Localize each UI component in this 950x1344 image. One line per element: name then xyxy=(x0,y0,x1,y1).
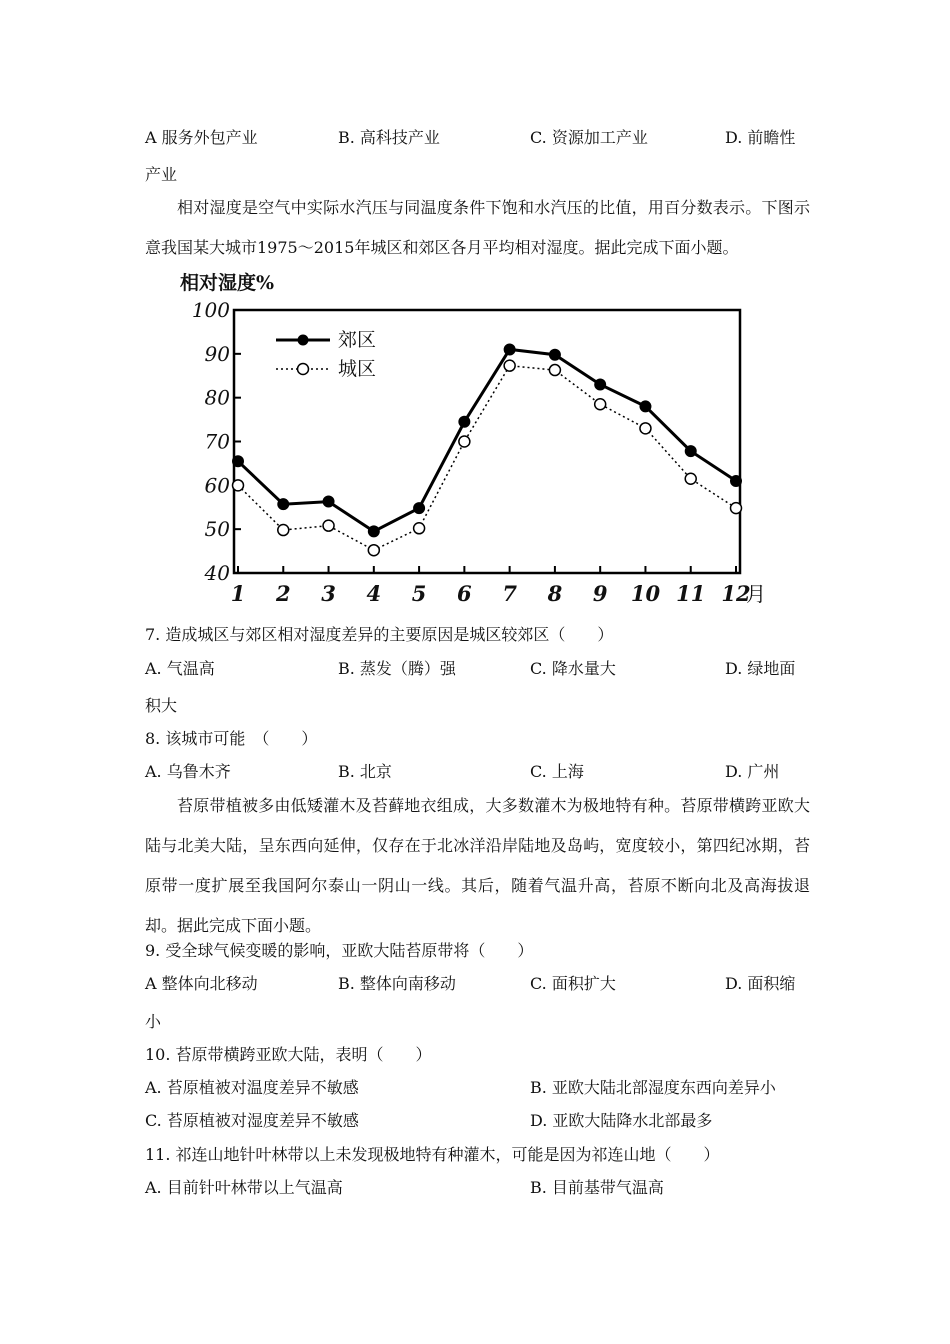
data-point-urban xyxy=(414,523,425,534)
y-tick-label: 80 xyxy=(204,385,230,410)
x-tick-label: 10 xyxy=(630,581,661,606)
data-point-urban xyxy=(685,473,696,484)
legend-label-suburb: 郊区 xyxy=(338,329,377,351)
q8-option-c: C. 上海 xyxy=(530,762,584,781)
data-point-suburb xyxy=(233,456,244,467)
intro-paragraph-tundra: 苔原带植被多由低矮灌木及苔藓地衣组成，大多数灌木为极地特有种。苔原带横跨亚欧大陆与北美大陆，呈东西向延伸，仅存在于北冰洋沿岸陆地及岛屿，宽度较小，第四纪冰期，苔原带一度扩展至我国阿尔泰山一阴山一线。其后，随着气温升高，苔原不断向北及高海拔退却。据此完成下面小题。 xyxy=(145,796,810,935)
legend-marker-suburb xyxy=(298,335,309,346)
data-point-urban xyxy=(731,503,742,514)
series-line-suburb xyxy=(238,349,736,531)
data-point-urban xyxy=(233,480,244,491)
y-tick-label: 70 xyxy=(204,429,230,454)
data-point-urban xyxy=(504,360,515,371)
y-tick-label: 50 xyxy=(204,517,230,542)
x-tick-label: 7 xyxy=(502,581,517,606)
q10-option-c: C. 苔原植被对湿度差异不敏感 xyxy=(145,1111,359,1130)
q9-option-c: C. 面积扩大 xyxy=(530,974,616,993)
legend-marker-urban xyxy=(298,364,309,375)
q6-option-c: C. 资源加工产业 xyxy=(530,128,648,147)
data-point-suburb xyxy=(595,379,606,390)
x-tick-label: 4 xyxy=(366,581,382,606)
data-point-suburb xyxy=(731,475,742,486)
q6-option-d-continued: 产业 xyxy=(145,165,178,184)
y-tick-label: 40 xyxy=(204,561,230,585)
q7-option-d-continued: 积大 xyxy=(145,696,178,715)
series-line-urban xyxy=(238,366,736,551)
q6-option-d: D. 前瞻性 xyxy=(725,128,796,147)
x-tick-label: 2 xyxy=(275,581,291,606)
q7-option-d: D. 绿地面 xyxy=(725,659,796,678)
q11-stem: 11. 祁连山地针叶林带以上未发现极地特有种灌木，可能是因为祁连山地（ ） xyxy=(145,1145,720,1164)
data-point-suburb xyxy=(685,446,696,457)
x-tick-label: 11 xyxy=(676,581,706,606)
q9-option-d: D. 面积缩 xyxy=(725,974,796,993)
x-axis-unit: 月 xyxy=(746,582,766,606)
q6-option-a: A 服务外包产业 xyxy=(145,128,258,147)
y-tick-label: 90 xyxy=(204,341,230,366)
q10-stem: 10. 苔原带横跨亚欧大陆，表明（ ） xyxy=(145,1045,432,1064)
data-point-urban xyxy=(459,436,470,447)
x-tick-label: 9 xyxy=(592,581,608,606)
data-point-suburb xyxy=(459,416,470,427)
q11-option-a: A. 目前针叶林带以上气温高 xyxy=(145,1178,343,1197)
q8-stem: 8. 该城市可能 （ ） xyxy=(145,729,318,748)
data-point-suburb xyxy=(640,401,651,412)
q11-option-b: B. 目前基带气温高 xyxy=(530,1178,664,1197)
q10-option-d: D. 亚欧大陆降水北部最多 xyxy=(530,1111,713,1130)
x-tick-label: 12 xyxy=(721,581,751,606)
q8-option-d: D. 广州 xyxy=(725,762,780,781)
q9-option-a: A 整体向北移动 xyxy=(145,974,258,993)
data-point-urban xyxy=(323,520,334,531)
chart-legend xyxy=(276,329,376,380)
q7-option-c: C. 降水量大 xyxy=(530,659,616,678)
intro-paragraph-humidity: 相对湿度是空气中实际水汽压与同温度条件下饱和水汽压的比值，用百分数表示。下图示意我国某大城市1975～2015年城区和郊区各月平均相对湿度。据此完成下面小题。 xyxy=(145,198,810,257)
data-point-suburb xyxy=(414,503,425,514)
x-tick-label: 8 xyxy=(547,581,563,606)
data-point-suburb xyxy=(549,349,560,360)
data-point-urban xyxy=(595,399,606,410)
x-tick-label: 6 xyxy=(457,581,472,606)
x-tick-label: 3 xyxy=(321,581,336,606)
q7-option-b: B. 蒸发（腾）强 xyxy=(338,659,456,678)
data-point-suburb xyxy=(323,496,334,507)
y-tick-label: 100 xyxy=(191,298,230,322)
data-point-urban xyxy=(278,525,289,536)
q8-option-b: B. 北京 xyxy=(338,762,392,781)
data-point-suburb xyxy=(278,499,289,510)
data-point-urban xyxy=(549,365,560,376)
q6-option-b: B. 高科技产业 xyxy=(338,128,440,147)
x-tick-label: 5 xyxy=(411,581,427,606)
q7-option-a: A. 气温高 xyxy=(145,659,215,678)
q10-option-a: A. 苔原植被对温度差异不敏感 xyxy=(145,1078,359,1097)
q7-stem: 7. 造成城区与郊区相对湿度差异的主要原因是城区较郊区（ ） xyxy=(145,625,614,644)
data-point-suburb xyxy=(368,526,379,537)
data-point-urban xyxy=(640,423,651,434)
data-point-suburb xyxy=(504,344,515,355)
q9-stem: 9. 受全球气候变暖的影响，亚欧大陆苔原带将（ ） xyxy=(145,941,534,960)
data-point-urban xyxy=(368,545,379,556)
x-tick-label: 1 xyxy=(230,581,246,606)
q10-option-b: B. 亚欧大陆北部湿度东西向差异小 xyxy=(530,1078,776,1097)
legend-label-urban: 城区 xyxy=(338,358,377,380)
q8-option-a: A. 乌鲁木齐 xyxy=(145,762,231,781)
chart-ylabel: 相对湿度% xyxy=(180,272,275,294)
humidity-line-chart xyxy=(170,265,790,610)
q9-option-d-continued: 小 xyxy=(145,1012,162,1031)
q9-option-b: B. 整体向南移动 xyxy=(338,974,456,993)
plot-frame xyxy=(234,310,740,573)
y-tick-label: 60 xyxy=(204,473,230,498)
